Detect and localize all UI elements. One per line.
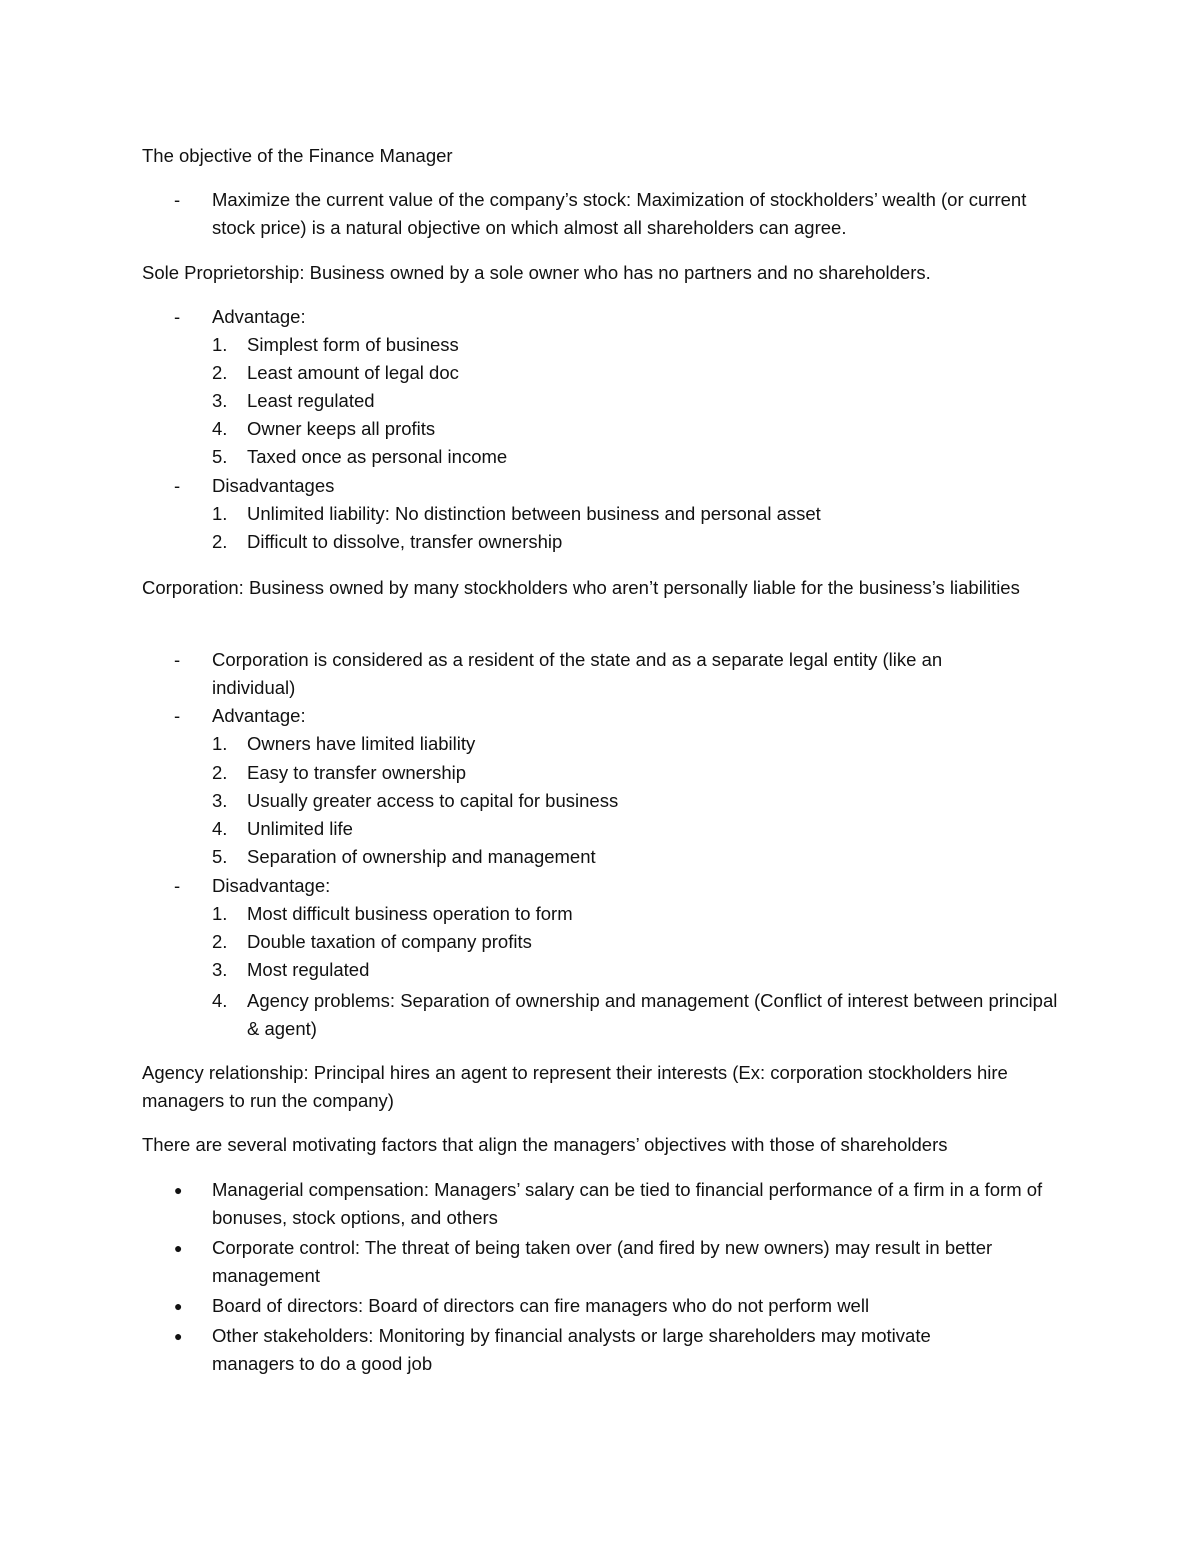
bullet-icon: ● xyxy=(174,1182,183,1198)
agency-relationship: Agency relationship: Principal hires an agent to represent their interests (Ex: corporation stockholders hire managers to run the company) xyxy=(142,1062,1008,1111)
list-number: 1. xyxy=(212,733,228,754)
list-item: Least amount of legal doc xyxy=(247,362,459,383)
corp-intro: Corporation: Business owned by many stockholders who aren’t personally liable for the business’s liabilities xyxy=(142,577,1020,598)
list-item: Most regulated xyxy=(247,959,370,980)
objective-item: Maximize the current value of the company’s stock: Maximization of stockholders’ wealth (or current stock price) is a natural objective on which almost all shareholders can agree. xyxy=(212,189,1027,238)
list-number: 1. xyxy=(212,903,228,924)
motivating-item: Managerial compensation: Managers’ salary can be tied to financial performance of a firm in a form of bonuses, stock options, and others xyxy=(212,1179,1043,1228)
sole-advantage-label: Advantage: xyxy=(212,306,306,327)
corp-disadvantage-label: Disadvantage: xyxy=(212,875,331,896)
sole-disadvantage-label: Disadvantages xyxy=(212,475,335,496)
bullet-icon: ● xyxy=(174,1298,183,1314)
list-item: Least regulated xyxy=(247,390,375,411)
list-number: 3. xyxy=(212,790,228,811)
list-number: 5. xyxy=(212,446,228,467)
list-item: Separation of ownership and management xyxy=(247,846,596,867)
list-item: Difficult to dissolve, transfer ownership xyxy=(247,531,563,552)
sole-intro: Sole Proprietorship: Business owned by a sole owner who has no partners and no shareholders. xyxy=(142,262,931,283)
list-item: Agency problems: Separation of ownership and management (Conflict of interest between principal & agent) xyxy=(247,990,1058,1039)
list-item: Unlimited liability: No distinction between business and personal asset xyxy=(247,503,821,524)
dash-marker: - xyxy=(174,649,181,670)
list-number: 2. xyxy=(212,931,228,952)
list-number: 1. xyxy=(212,334,228,355)
list-item: Unlimited life xyxy=(247,818,353,839)
motivating-intro: There are several motivating factors that align the managers’ objectives with those of shareholders xyxy=(142,1134,948,1155)
list-number: 5. xyxy=(212,846,228,867)
list-number: 2. xyxy=(212,762,228,783)
list-item: Taxed once as personal income xyxy=(247,446,508,467)
list-item: Double taxation of company profits xyxy=(247,931,532,952)
dash-marker: - xyxy=(174,475,181,496)
list-item: Easy to transfer ownership xyxy=(247,762,467,783)
objective-heading: The objective of the Finance Manager xyxy=(142,145,453,166)
list-number: 4. xyxy=(212,418,228,439)
bullet-icon: ● xyxy=(174,1240,183,1256)
motivating-item: Board of directors: Board of directors can fire managers who do not perform well xyxy=(212,1295,870,1316)
list-number: 4. xyxy=(212,818,228,839)
list-item: Owners have limited liability xyxy=(247,733,476,754)
dash-marker: - xyxy=(174,875,181,896)
list-number: 3. xyxy=(212,959,228,980)
list-item: Owner keeps all profits xyxy=(247,418,436,439)
list-number: 2. xyxy=(212,362,228,383)
list-number: 1. xyxy=(212,503,228,524)
list-item: Usually greater access to capital for business xyxy=(247,790,619,811)
list-number: 4. xyxy=(212,990,228,1011)
list-item: Simplest form of business xyxy=(247,334,459,355)
list-number: 2. xyxy=(212,531,228,552)
corp-advantage-label: Advantage: xyxy=(212,705,306,726)
list-number: 3. xyxy=(212,390,228,411)
motivating-item: Other stakeholders: Monitoring by financial analysts or large shareholders may motivate managers to do a good job xyxy=(212,1325,931,1374)
corp-resident: Corporation is considered as a resident of the state and as a separate legal entity (like an individual) xyxy=(212,649,943,698)
bullet-icon: ● xyxy=(174,1328,183,1344)
motivating-item: Corporate control: The threat of being taken over (and fired by new owners) may result in better management xyxy=(212,1237,993,1286)
dash-marker: - xyxy=(174,189,181,210)
dash-marker: - xyxy=(174,705,181,726)
dash-marker: - xyxy=(174,306,181,327)
list-item: Most difficult business operation to form xyxy=(247,903,573,924)
